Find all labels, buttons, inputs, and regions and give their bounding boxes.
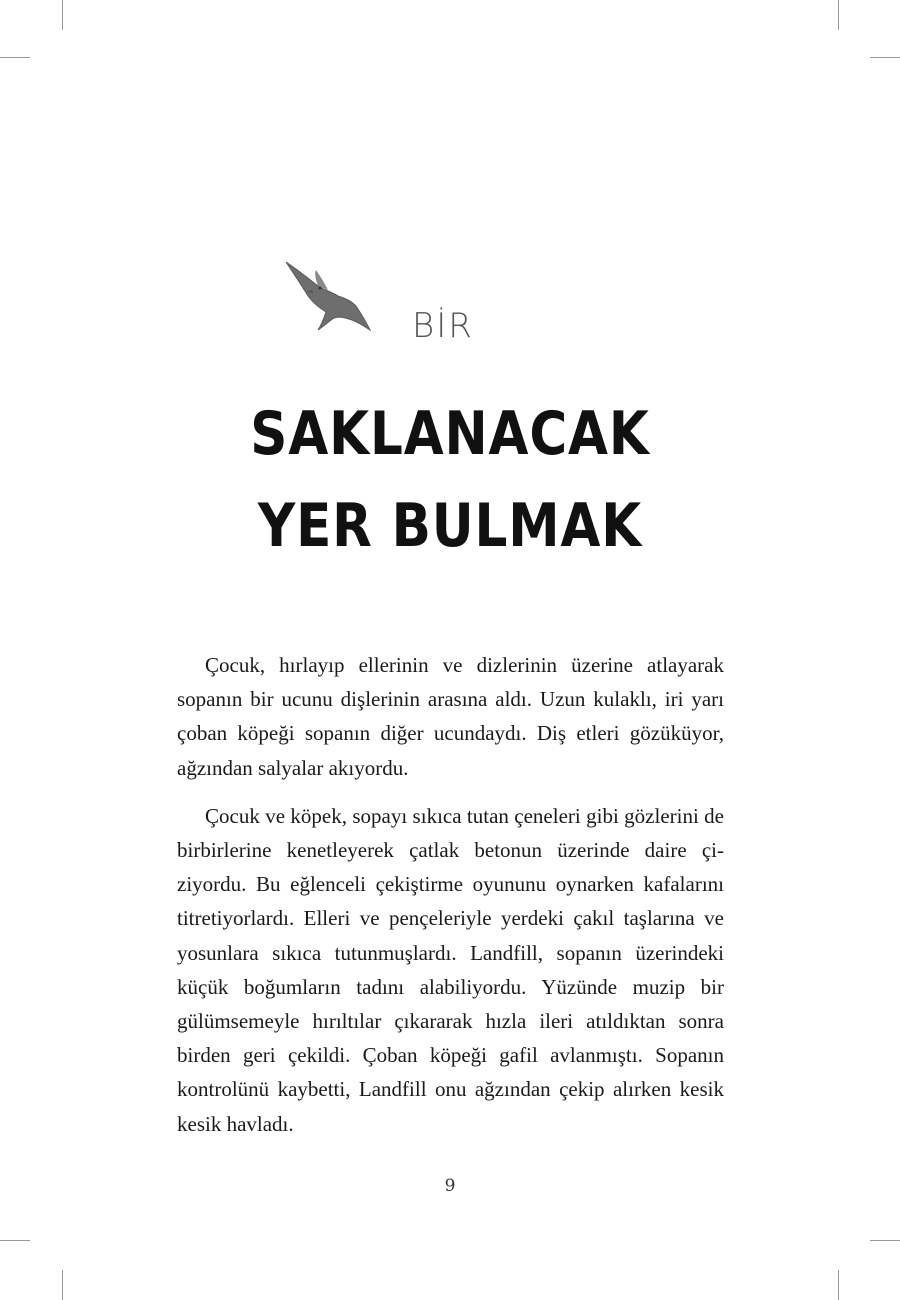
crop-mark-bottom-right-h xyxy=(870,1240,900,1241)
crop-mark-bottom-left-h xyxy=(0,1240,30,1241)
chapter-title-line-2: YER BULMAK xyxy=(257,491,643,561)
body-text xyxy=(177,648,724,1155)
page-number: 9 xyxy=(444,1176,456,1196)
chapter-number: BİR xyxy=(412,306,474,346)
crop-mark-top-left-h xyxy=(0,57,30,58)
chapter-title xyxy=(63,388,837,572)
crop-mark-top-left xyxy=(62,0,63,30)
paragraph: Çocuk, hırlayıp ellerinin ve dizlerinin üzerine atlayarak sopanın bir ucunu dişlerinin arasına aldı. Uzun kulaklı, iri yarı çoban köpeği sopanın diğer ucundaydı. Diş etleri gözüküyor, ağzından salyalar akıyordu. xyxy=(177,653,724,780)
paragraph: Çocuk ve köpek, sopayı sıkıca tutan çeneleri gibi gözlerini de birbirlerine kenetleyerek çatlak betonun üzerinde daire çiziyordu. Bu eğlenceli çekiştirme oyununu oynarken kafalarını titretiyorlardı. Elleri ve pençeleriyle yerdeki çakıl taşlarına ve yosunlara sıkıca tutunmuşlardı. Landfill, sopanın üzerindeki küçük boğumların tadını alabiliyordu. Yüzünde muzip bir gülümsemeyle hırıltılar çıkararak hızla ileri atıldıktan sonra birden geri çekildi. Çoban köpeği gafil avlanmıştı. Sopanın kontrolünü kaybetti, Landfill onu ağzından çekip alırken kesik kesik havladı. xyxy=(177,803,724,1136)
chapter-title-line-1: SAKLANACAK xyxy=(250,399,650,469)
crop-mark-bottom-left xyxy=(62,1270,63,1300)
seagull-icon xyxy=(280,252,380,352)
crop-mark-top-right-h xyxy=(870,57,900,58)
crop-mark-top-right xyxy=(838,0,839,30)
crop-mark-bottom-right xyxy=(838,1270,839,1300)
